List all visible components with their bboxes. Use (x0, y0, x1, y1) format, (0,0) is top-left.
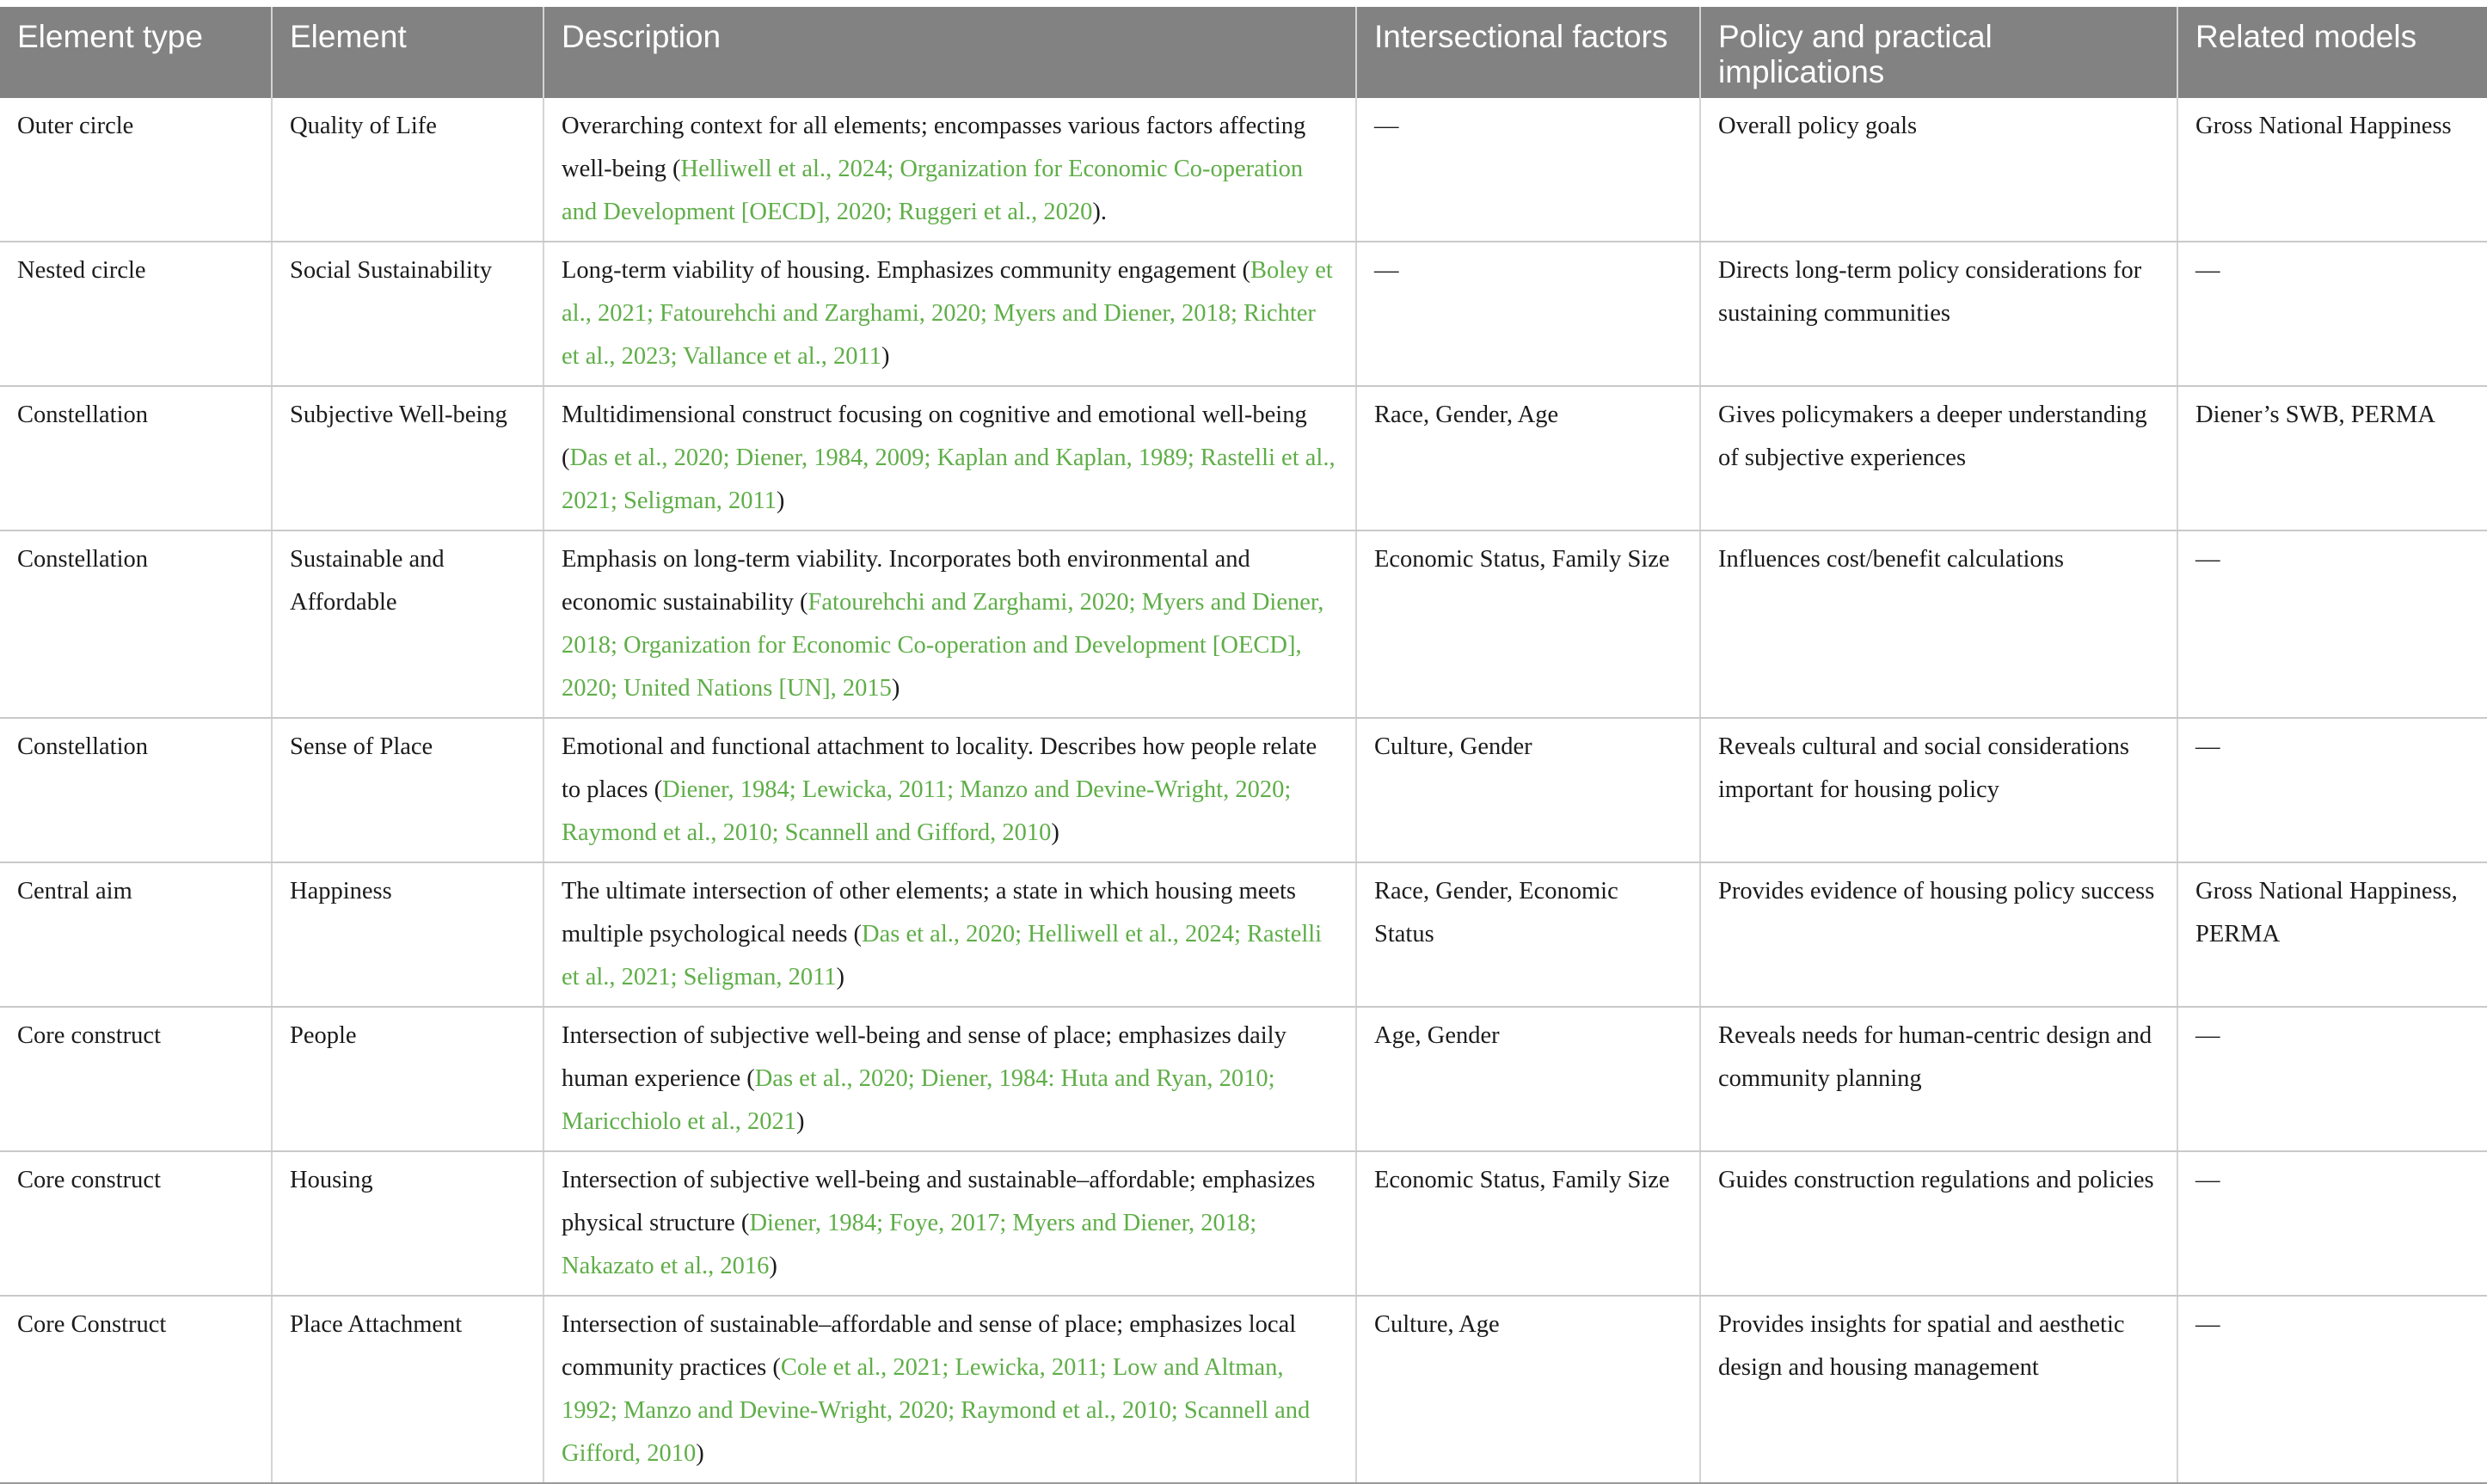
citation-link[interactable]: Das et al., 2020; Diener, 1984: Huta and Ryan, 2010; Maricchiolo et al., 2021 (562, 1065, 1275, 1135)
cell-description (543, 1007, 1356, 1151)
cell-policy-implications: Guides construction regulations and policies (1700, 1151, 2177, 1296)
cell-related-models: — (2177, 1296, 2487, 1483)
description-text: Emphasis on long-term viability. Incorporates both environmental and economic sustainability ( (562, 546, 1250, 616)
cell-policy-implications: Provides evidence of housing policy success (1700, 862, 2177, 1007)
table-row (0, 1007, 2487, 1151)
table-row (0, 386, 2487, 530)
cell-intersectional-factors: Economic Status, Family Size (1356, 530, 1700, 718)
cell-element-type: Constellation (0, 386, 272, 530)
cell-element: Sense of Place (272, 718, 543, 862)
description-end: ). (1092, 199, 1107, 225)
cell-related-models: — (2177, 718, 2487, 862)
description-text: Intersection of subjective well-being and sense of place; emphasizes daily human experience ( (562, 1022, 1286, 1092)
cell-related-models: — (2177, 1007, 2487, 1151)
citation-link[interactable]: Diener, 1984; Foye, 2017; Myers and Diener, 2018; Nakazato et al., 2016 (562, 1210, 1257, 1279)
citation-link[interactable]: Das et al., 2020; Diener, 1984, 2009; Kaplan and Kaplan, 1989; Rastelli et al., 2021; Seligman, 2011 (562, 445, 1336, 514)
cell-intersectional-factors: Race, Gender, Age (1356, 386, 1700, 530)
table-row (0, 718, 2487, 862)
cell-description (543, 1151, 1356, 1296)
cell-element-type: Core construct (0, 1007, 272, 1151)
cell-related-models: — (2177, 242, 2487, 386)
table-body (0, 98, 2487, 1483)
cell-description (543, 242, 1356, 386)
cell-description (543, 718, 1356, 862)
cell-related-models: Gross National Happiness, PERMA (2177, 862, 2487, 1007)
cell-related-models: Diener’s SWB, PERMA (2177, 386, 2487, 530)
description-text: Intersection of subjective well-being and sustainable–affordable; emphasizes physical structure ( (562, 1167, 1316, 1236)
cell-description (543, 530, 1356, 718)
header-row (0, 7, 2487, 98)
cell-description (543, 862, 1356, 1007)
description-end: ) (696, 1440, 704, 1467)
cell-intersectional-factors: — (1356, 242, 1700, 386)
cell-related-models: — (2177, 530, 2487, 718)
description-end: ) (769, 1253, 777, 1279)
cell-policy-implications: Provides insights for spatial and aesthetic design and housing management (1700, 1296, 2177, 1483)
table-row (0, 1296, 2487, 1483)
cell-policy-implications: Directs long-term policy considerations for sustaining communities (1700, 242, 2177, 386)
cell-element-type: Constellation (0, 530, 272, 718)
elements-table (0, 7, 2487, 1484)
citation-link[interactable]: Diener, 1984; Lewicka, 2011; Manzo and Devine-Wright, 2020; Raymond et al., 2010; Scannell and Gifford, 2010 (562, 776, 1292, 846)
citation-link[interactable]: Helliwell et al., 2024; Organization for Economic Co-operation and Development [OECD], 2020; Ruggeri et al., 2020 (562, 156, 1304, 225)
cell-policy-implications: Reveals needs for human-centric design and community planning (1700, 1007, 2177, 1151)
header-intersectional-factors: Intersectional factors (1356, 7, 1700, 98)
cell-description (543, 98, 1356, 242)
cell-description (543, 1296, 1356, 1483)
header-element: Element (272, 7, 543, 98)
description-end: ) (776, 488, 785, 514)
citation-link[interactable]: Cole et al., 2021; Lewicka, 2011; Low and Altman, 1992; Manzo and Devine-Wright, 2020; Raymond et al., 2010; Scannell and Gifford, 2010 (562, 1354, 1311, 1467)
cell-intersectional-factors: — (1356, 98, 1700, 242)
description-text: Long-term viability of housing. Emphasizes community engagement ( (562, 257, 1250, 284)
table-row (0, 862, 2487, 1007)
citation-link[interactable]: Boley et al., 2021; Fatourehchi and Zarghami, 2020; Myers and Diener, 2018; Richter et al., 2023; Vallance et al., 2011 (562, 257, 1333, 370)
header-policy-implications: Policy and practical implications (1700, 7, 2177, 98)
cell-element-type: Constellation (0, 718, 272, 862)
cell-element: People (272, 1007, 543, 1151)
table-row (0, 530, 2487, 718)
description-end: ) (881, 343, 890, 370)
table-header (0, 7, 2487, 98)
cell-element: Housing (272, 1151, 543, 1296)
cell-policy-implications: Reveals cultural and social considerations important for housing policy (1700, 718, 2177, 862)
citation-link[interactable]: Fatourehchi and Zarghami, 2020; Myers and Diener, 2018; Organization for Economic Co-operation and Development [OECD], 2020; United Nations [UN], 2015 (562, 589, 1324, 702)
cell-policy-implications: Influences cost/benefit calculations (1700, 530, 2177, 718)
header-element-type: Element type (0, 7, 272, 98)
description-end: ) (836, 964, 845, 990)
description-text: Overarching context for all elements; encompasses various factors affecting well-being ( (562, 113, 1306, 182)
cell-element: Subjective Well-being (272, 386, 543, 530)
header-related-models: Related models (2177, 7, 2487, 98)
cell-element-type: Nested circle (0, 242, 272, 386)
description-text: Intersection of sustainable–affordable and sense of place; emphasizes local community practices ( (562, 1311, 1297, 1381)
description-end: ) (1051, 819, 1059, 846)
description-end: ) (796, 1108, 805, 1135)
citation-link[interactable]: Das et al., 2020; Helliwell et al., 2024; Rastelli et al., 2021; Seligman, 2011 (562, 921, 1323, 990)
cell-element: Social Sustainability (272, 242, 543, 386)
cell-policy-implications: Gives policymakers a deeper understanding of subjective experiences (1700, 386, 2177, 530)
cell-element: Place Attachment (272, 1296, 543, 1483)
cell-intersectional-factors: Culture, Age (1356, 1296, 1700, 1483)
table-row (0, 242, 2487, 386)
cell-intersectional-factors: Age, Gender (1356, 1007, 1700, 1151)
cell-related-models: — (2177, 1151, 2487, 1296)
cell-related-models: Gross National Happiness (2177, 98, 2487, 242)
table-row (0, 1151, 2487, 1296)
cell-element-type: Core Construct (0, 1296, 272, 1483)
cell-element-type: Outer circle (0, 98, 272, 242)
cell-intersectional-factors: Culture, Gender (1356, 718, 1700, 862)
cell-intersectional-factors: Race, Gender, Economic Status (1356, 862, 1700, 1007)
cell-element-type: Central aim (0, 862, 272, 1007)
cell-element: Happiness (272, 862, 543, 1007)
description-text: Emotional and functional attachment to locality. Describes how people relate to places ( (562, 733, 1317, 803)
description-end: ) (891, 675, 900, 702)
description-text: Multidimensional construct focusing on cognitive and emotional well-being ( (562, 402, 1307, 471)
cell-element: Sustainable and Affordable (272, 530, 543, 718)
table-row (0, 98, 2487, 242)
cell-description (543, 386, 1356, 530)
cell-intersectional-factors: Economic Status, Family Size (1356, 1151, 1700, 1296)
description-text: The ultimate intersection of other elements; a state in which housing meets multiple psychological needs ( (562, 878, 1296, 947)
header-description: Description (543, 7, 1356, 98)
cell-element-type: Core construct (0, 1151, 272, 1296)
cell-element: Quality of Life (272, 98, 543, 242)
cell-policy-implications: Overall policy goals (1700, 98, 2177, 242)
